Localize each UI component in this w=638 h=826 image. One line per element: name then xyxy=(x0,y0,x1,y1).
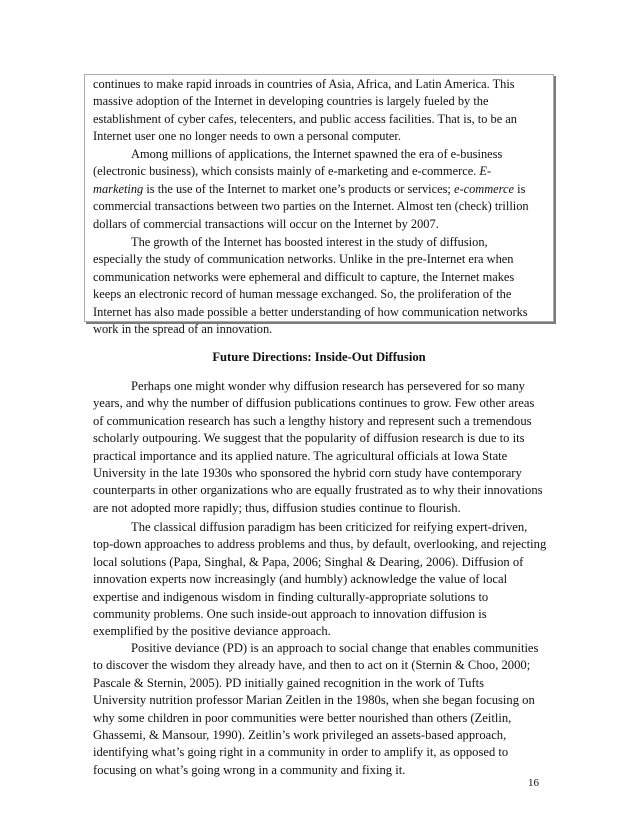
text-line: University in the late 1930s who sponsored the hybrid corn study have contemporary xyxy=(93,465,522,480)
text-line: Ghassemi, & Mansour, 1990). Zeitlin’s work privileged an assets-based approach, xyxy=(93,727,507,742)
text-span: is the use of the Internet to market one’s products or services; xyxy=(143,181,454,196)
text-span: (electronic business), which consists mainly of e-marketing and e-commerce. xyxy=(93,164,480,179)
body-paragraph-2 xyxy=(93,519,563,641)
text-line: Positive deviance (PD) is an approach to social change that enables communities xyxy=(131,641,539,655)
text-line: why some children in poor communities were better nourished than others (Zeitlin, xyxy=(93,710,512,725)
text-line: community problems. One such inside-out approach to innovation diffusion is xyxy=(93,606,487,621)
text-line xyxy=(93,181,563,198)
text-line: massive adoption of the Internet in developing countries is largely fueled by the xyxy=(93,94,489,109)
text-line: University nutrition professor Marian Zeitlen in the 1980s, when she began focusing on xyxy=(93,693,535,708)
text-line: are not adopted more rapidly; thus, diffusion studies continue to flourish. xyxy=(93,500,461,515)
text-line: dollars of commercial transactions will occur on the Internet by 2007. xyxy=(93,216,439,231)
text-span: is xyxy=(514,181,526,196)
text-line: The classical diffusion paradigm has been criticized for reifying expert-driven, xyxy=(131,520,528,534)
text-line: Pascale & Sternin, 2005). PD initially gained recognition in the work of Tufts xyxy=(93,675,485,690)
text-line: years, and why the number of diffusion publications continues to grow. Few other areas xyxy=(93,396,535,411)
text-line: establishment of cyber cafes, telecenters, and public access facilities. That is, to be an xyxy=(93,111,517,126)
body-paragraph-3 xyxy=(93,640,563,779)
text-line: focusing on what’s going wrong in a community and fixing it. xyxy=(93,762,406,777)
boxed-paragraph-1 xyxy=(93,76,563,146)
italic-term: e-commerce xyxy=(453,181,515,196)
text-line: of communication research has such a lengthy history and represent such a tremendous xyxy=(93,413,532,428)
text-line: Perhaps one might wonder why diffusion research has persevered for so many xyxy=(131,379,525,393)
text-line: exemplified by the positive deviance approach. xyxy=(93,624,331,639)
text-line: expertise and indigenous wisdom in finding culturally-appropriate solutions to xyxy=(93,589,489,604)
text-line: identifying what’s going right in a community in order to amplify it, as opposed to xyxy=(93,745,509,760)
text-line: work in the spread of an innovation. xyxy=(93,321,273,336)
text-line: practical importance and its applied nature. The agricultural officials at Iowa State xyxy=(93,448,508,463)
text-line: commercial transactions between two parties on the Internet. Almost ten (check) trillion xyxy=(93,199,529,214)
text-line: keeps an electronic record of human message exchanged. So, the proliferation of the xyxy=(93,287,512,302)
text-line: The growth of the Internet has boosted interest in the study of diffusion, xyxy=(131,235,488,249)
boxed-paragraph-3 xyxy=(93,234,563,338)
text-line: Internet has also made possible a better understanding of how communication networks xyxy=(93,304,528,319)
italic-term: E- xyxy=(479,164,492,179)
text-line: to discover the wisdom they already have, and then to act on it (Sternin & Choo, 2000; xyxy=(93,658,531,673)
text-line: local solutions (Papa, Singhal, & Papa, 2006; Singhal & Dearing, 2006). Diffusion of xyxy=(93,554,524,569)
body-paragraph-1 xyxy=(93,378,563,517)
text-line: counterparts in other organizations who are equally frustrated as to why their innovations xyxy=(93,483,543,498)
italic-term: marketing xyxy=(93,181,144,196)
text-line: communication networks were ephemeral and difficult to capture, the Internet makes xyxy=(93,269,515,284)
boxed-paragraph-2 xyxy=(93,146,563,233)
text-line: innovation experts now increasingly (and humbly) acknowledge the value of local xyxy=(93,572,508,587)
text-line: top-down approaches to address problems and thus, by default, overlooking, and rejecting xyxy=(93,537,547,552)
text-line: Internet user one no longer needs to own a personal computer. xyxy=(93,129,401,144)
page-number: 16 xyxy=(528,777,539,789)
text-line xyxy=(93,163,563,180)
text-line: continues to make rapid inroads in countries of Asia, Africa, and Latin America. This xyxy=(93,77,515,91)
text-line: Among millions of applications, the Internet spawned the era of e-business xyxy=(131,147,503,161)
text-line: especially the study of communication networks. Unlike in the pre-Internet era when xyxy=(93,252,514,267)
section-heading: Future Directions: Inside-Out Diffusion xyxy=(212,350,426,364)
text-line: scholarly outpouring. We suggest that the popularity of diffusion research is due to its xyxy=(93,431,525,446)
